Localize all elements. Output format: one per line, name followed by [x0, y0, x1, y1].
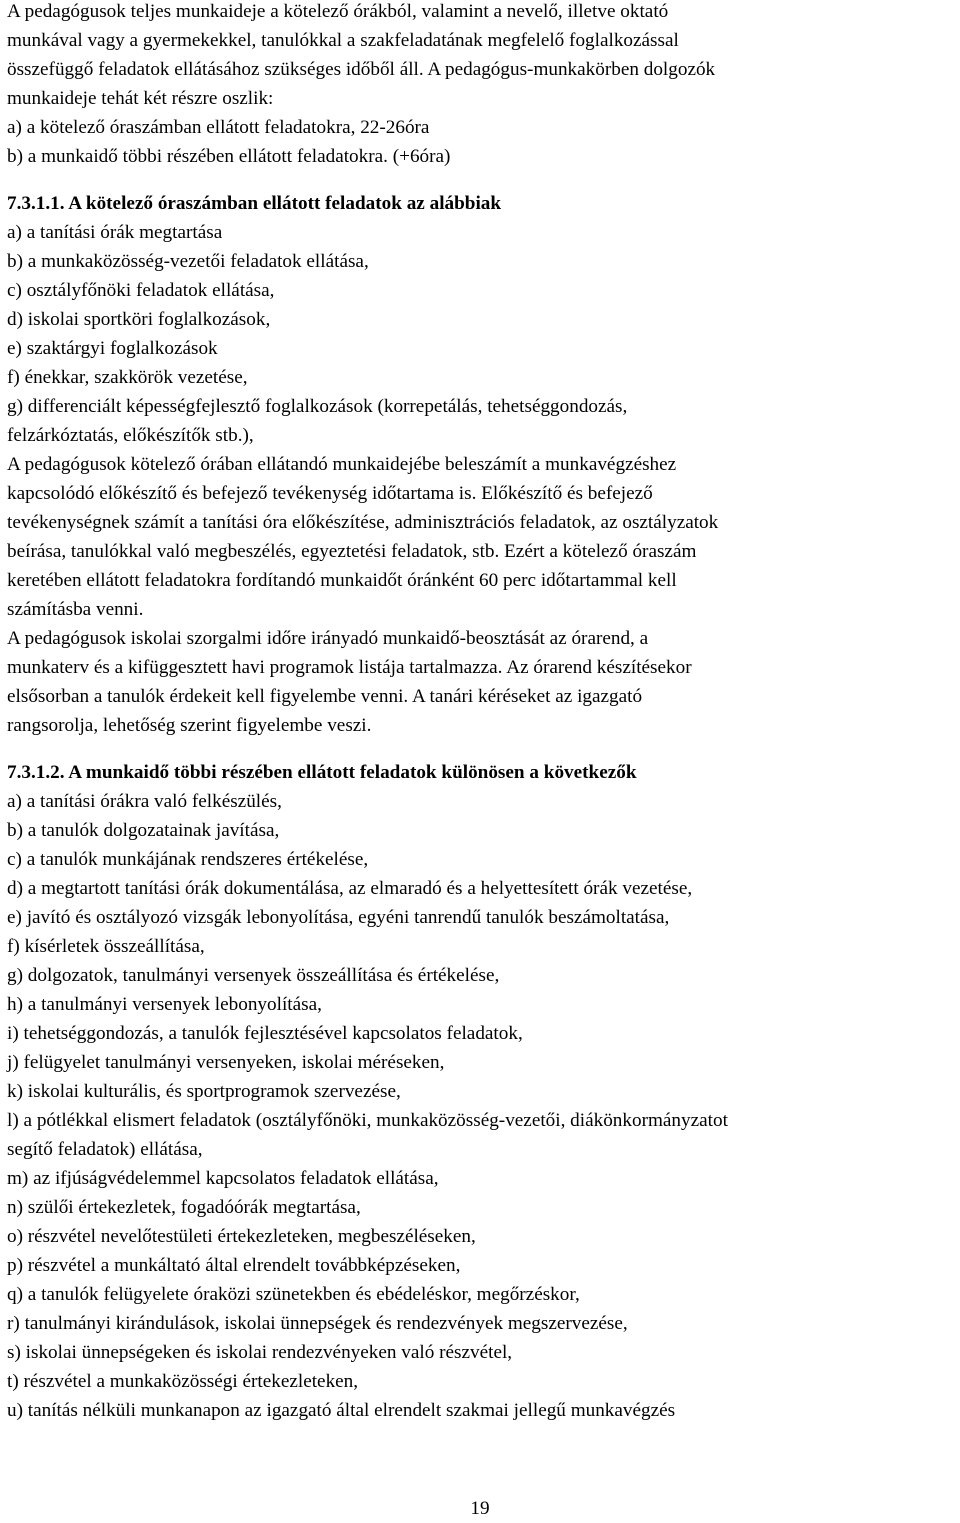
- list-item: t) részvétel a munkaközösségi értekezleteken,: [7, 1371, 359, 1392]
- list-item: o) részvétel nevelőtestületi értekezleteken, megbeszéléseken,: [7, 1226, 476, 1247]
- spacer: [7, 171, 957, 189]
- intro-line: összefüggő feladatok ellátásához szükséges időből áll. A pedagógus-munkakörben dolgozók: [7, 59, 716, 80]
- body-line: keretében ellátott feladatokra fordítandó munkaidőt óránként 60 perc időtartammal kell: [7, 570, 677, 591]
- list-item: r) tanulmányi kirándulások, iskolai ünnepségek és rendezvények megszervezése,: [7, 1313, 628, 1334]
- list-item: c) a tanulók munkájának rendszeres értékelése,: [7, 849, 369, 870]
- list-item: b) a munkaközösség-vezetői feladatok ellátása,: [7, 251, 369, 272]
- list-item: m) az ifjúságvédelemmel kapcsolatos feladatok ellátása,: [7, 1168, 439, 1189]
- body-line: A pedagógusok kötelező órában ellátandó munkaidejébe beleszámít a munkavégzéshez: [7, 454, 677, 475]
- intro-list-item: b) a munkaidő többi részében ellátott feladatokra. (+6óra): [7, 146, 451, 167]
- list-item-continuation: felzárkóztatás, előkészítők stb.),: [7, 425, 254, 446]
- section-other-tasks: [7, 758, 957, 1425]
- list-item: g) differenciált képességfejlesztő foglalkozások (korrepetálás, tehetséggondozás,: [7, 396, 628, 417]
- list-item: d) a megtartott tanítási órák dokumentálása, az elmaradó és a helyettesített órák vezetése,: [7, 878, 693, 899]
- body-line: munkaterv és a kifüggesztett havi programok listája tartalmazza. Az órarend készítésekor: [7, 657, 692, 678]
- document-page: [7, 0, 957, 1425]
- intro-paragraph: [7, 0, 957, 171]
- body-line: elsősorban a tanulók érdekeit kell figyelembe venni. A tanári kéréseket az igazgató: [7, 686, 643, 707]
- list-item: i) tehetséggondozás, a tanulók fejlesztésével kapcsolatos feladatok,: [7, 1023, 523, 1044]
- intro-line: A pedagógusok teljes munkaideje a kötelező órákból, valamint a nevelő, illetve oktató: [7, 1, 669, 22]
- section-mandatory-tasks: [7, 189, 957, 740]
- list-item: f) énekkar, szakkörök vezetése,: [7, 367, 248, 388]
- list-item: d) iskolai sportköri foglalkozások,: [7, 309, 271, 330]
- page-number: 19: [470, 1498, 490, 1519]
- list-item: a) a tanítási órákra való felkészülés,: [7, 791, 282, 812]
- body-line: kapcsolódó előkészítő és befejező tevékenység időtartama is. Előkészítő és befejező: [7, 483, 653, 504]
- body-line: A pedagógusok iskolai szorgalmi időre irányadó munkaidő-beosztását az órarend, a: [7, 628, 649, 649]
- list-item: l) a pótlékkal elismert feladatok (osztályfőnöki, munkaközösség-vezetői, diákönkormányzatot: [7, 1110, 728, 1131]
- list-item: n) szülői értekezletek, fogadóórák megtartása,: [7, 1197, 361, 1218]
- body-line: számításba venni.: [7, 599, 144, 620]
- list-item: e) javító és osztályozó vizsgák lebonyolítása, egyéni tanrendű tanulók beszámoltatása,: [7, 907, 670, 928]
- section-heading: 7.3.1.1. A kötelező óraszámban ellátott feladatok az alábbiak: [7, 193, 502, 214]
- list-item: u) tanítás nélküli munkanapon az igazgató által elrendelt szakmai jellegű munkavégzés: [7, 1400, 676, 1421]
- body-line: rangsorolja, lehetőség szerint figyelembe veszi.: [7, 715, 372, 736]
- body-line: tevékenységnek számít a tanítási óra előkészítése, adminisztrációs feladatok, az osztályzatok: [7, 512, 719, 533]
- list-item: h) a tanulmányi versenyek lebonyolítása,: [7, 994, 322, 1015]
- intro-line: munkával vagy a gyermekekkel, tanulókkal a szakfeladatának megfelelő foglalkozással: [7, 30, 679, 51]
- list-item: k) iskolai kulturális, és sportprogramok szervezése,: [7, 1081, 401, 1102]
- list-item: j) felügyelet tanulmányi versenyeken, iskolai méréseken,: [7, 1052, 445, 1073]
- section-heading: 7.3.1.2. A munkaidő többi részében ellátott feladatok különösen a következők: [7, 762, 637, 783]
- list-item: c) osztályfőnöki feladatok ellátása,: [7, 280, 275, 301]
- list-item: b) a tanulók dolgozatainak javítása,: [7, 820, 280, 841]
- list-item-continuation: segítő feladatok) ellátása,: [7, 1139, 203, 1160]
- spacer: [7, 740, 957, 758]
- body-line: beírása, tanulókkal való megbeszélés, egyeztetési feladatok, stb. Ezért a kötelező óraszám: [7, 541, 697, 562]
- list-item: s) iskolai ünnepségeken és iskolai rendezvényeken való részvétel,: [7, 1342, 513, 1363]
- list-item: a) a tanítási órák megtartása: [7, 222, 223, 243]
- list-item: f) kísérletek összeállítása,: [7, 936, 205, 957]
- list-item: e) szaktárgyi foglalkozások: [7, 338, 218, 359]
- list-item: p) részvétel a munkáltató által elrendelt továbbképzéseken,: [7, 1255, 461, 1276]
- intro-line: munkaideje tehát két részre oszlik:: [7, 88, 274, 109]
- intro-list-item: a) a kötelező óraszámban ellátott feladatokra, 22-26óra: [7, 117, 430, 138]
- list-item: q) a tanulók felügyelete óraközi szünetekben és ebédeléskor, megőrzéskor,: [7, 1284, 580, 1305]
- list-item: g) dolgozatok, tanulmányi versenyek összeállítása és értékelése,: [7, 965, 500, 986]
